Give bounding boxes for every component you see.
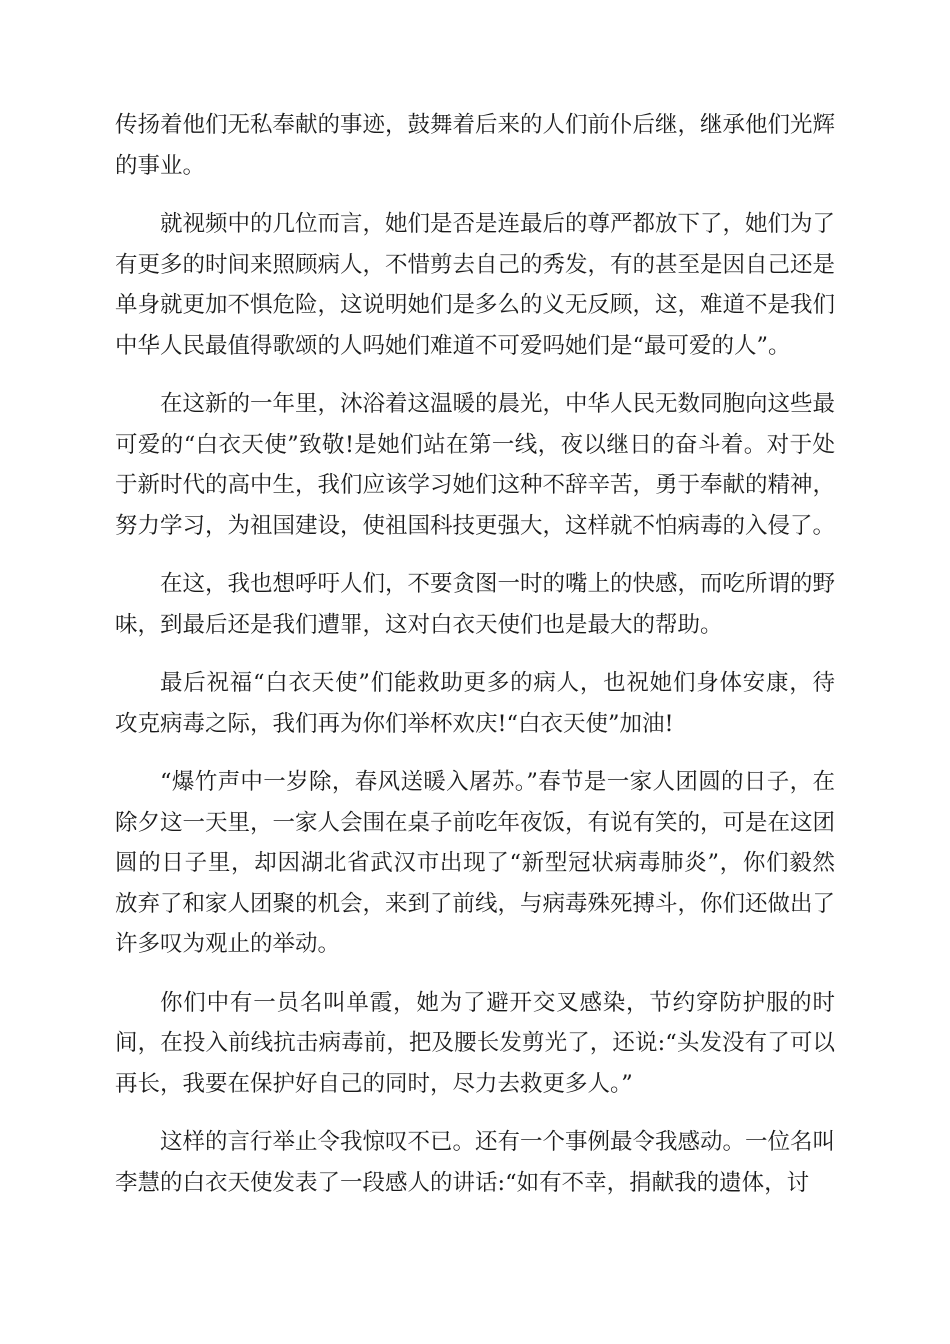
paragraph-1: 传扬着他们无私奉献的事迹，鼓舞着后来的人们前仆后继，继承他们光辉的事业。 <box>115 112 836 179</box>
paragraph-7: 你们中有一员名叫单霞，她为了避开交叉感染，节约穿防护服的时间，在投入前线抗击病毒前，把及腰长发剪光了，还说:“头发没有了可以再长，我要在保护好自己的同时，尽力去救更多人。” <box>115 989 835 1097</box>
paragraph-8: 这样的言行举止令我惊叹不已。还有一个事例最令我感动。一位名叫李慧的白衣天使发表了一段感人的讲话:“如有不幸，捐献我的遗体，讨 <box>115 1129 836 1196</box>
paragraph-6: “爆竹声中一岁除，春风送暖入屠苏。”春节是一家人团圆的日子，在除夕这一天里，一家人会围在桌子前吃年夜饭，有说有笑的，可是在这团圆的日子里，却因湖北省武汉市出现了“新型冠状病毒肺炎”，你们毅然放弃了和家人团聚的机会，来到了前线，与病毒殊死搏斗，你们还做出了许多叹为观止的举动。 <box>115 769 836 957</box>
document-body <box>115 105 835 1221</box>
paragraph-5: 最后祝福“白衣天使”们能救助更多的病人，也祝她们身体安康，待攻克病毒之际，我们再为你们举杯欢庆!“白衣天使”加油! <box>115 670 835 737</box>
paragraph-4: 在这，我也想呼吁人们，不要贪图一时的嘴上的快感，而吃所谓的野味，到最后还是我们遭罪，这对白衣天使们也是最大的帮助。 <box>115 571 836 638</box>
paragraph-3: 在这新的一年里，沐浴着这温暖的晨光，中华人民无数同胞向这些最可爱的“白衣天使”致敬!是她们站在第一线，夜以继日的奋斗着。对于处于新时代的高中生，我们应该学习她们这种不辞辛苦，勇于奉献的精神，努力学习，为祖国建设，使祖国科技更强大，这样就不怕病毒的入侵了。 <box>115 391 836 539</box>
paragraph-2: 就视频中的几位而言，她们是否是连最后的尊严都放下了，她们为了有更多的时间来照顾病人，不惜剪去自己的秀发，有的甚至是因自己还是单身就更加不惧危险，这说明她们是多么的义无反顾，这，难道不是我们中华人民最值得歌颂的人吗她们难道不可爱吗她们是“最可爱的人”。 <box>115 211 836 359</box>
